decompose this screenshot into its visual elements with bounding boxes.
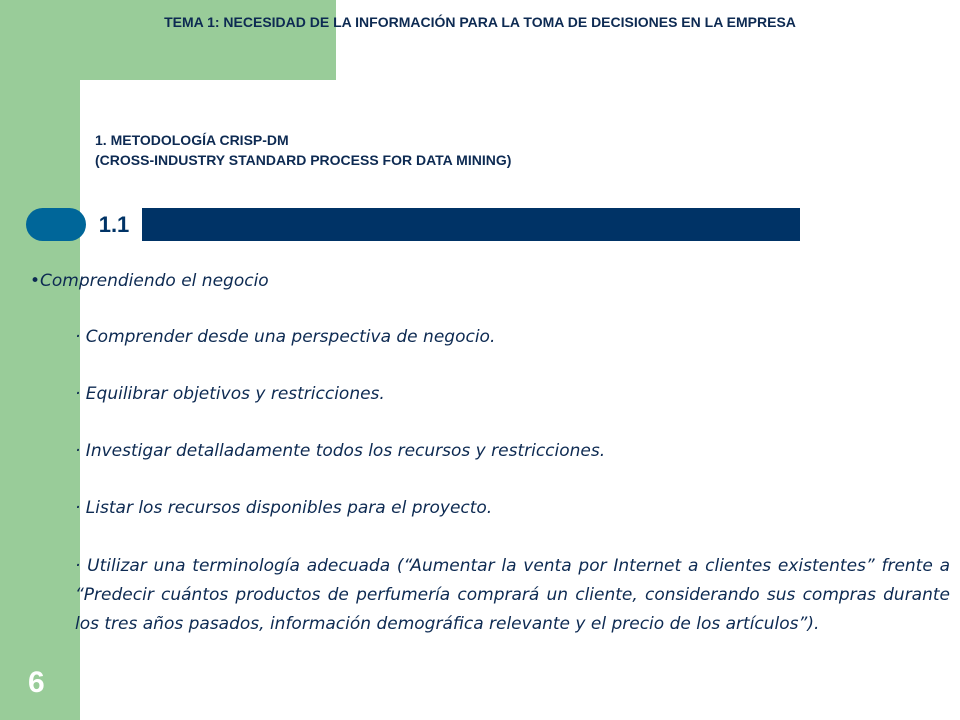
list-item: · Investigar detalladamente todos los recursos y restricciones. xyxy=(75,441,606,461)
bullet-heading: •Comprendiendo el negocio xyxy=(30,271,269,291)
section-title-line-1: 1. METODOLOGÍA CRISP-DM xyxy=(95,132,289,148)
slide-content xyxy=(30,268,950,639)
top-green-band xyxy=(0,0,336,80)
list-item: · Comprender desde una perspectiva de negocio. xyxy=(75,327,496,347)
list-item: · Utilizar una terminología adecuada (“Aumentar la venta por Internet a clientes existentes” frente a “Predecir cuántos productos de perfumería comprará un cliente, considerando sus compras durante los tres años pasados, información demográfica relevante y el precio de los artículos”). xyxy=(75,556,950,634)
section-number: 1.1 xyxy=(88,206,140,243)
list-item: · Equilibrar objetivos y restricciones. xyxy=(75,384,385,404)
list-item: · Listar los recursos disponibles para el proyecto. xyxy=(75,498,493,518)
section-title-line-2: (CROSS-INDUSTRY STANDARD PROCESS FOR DATA MINING) xyxy=(95,152,512,168)
page-number: 6 xyxy=(28,666,45,699)
section-title xyxy=(95,130,511,170)
section-pill-decoration xyxy=(26,208,86,241)
slide-header-title: TEMA 1: NECESIDAD DE LA INFORMACIÓN PARA LA TOMA DE DECISIONES EN LA EMPRESA xyxy=(164,14,796,30)
section-bar xyxy=(142,208,800,241)
